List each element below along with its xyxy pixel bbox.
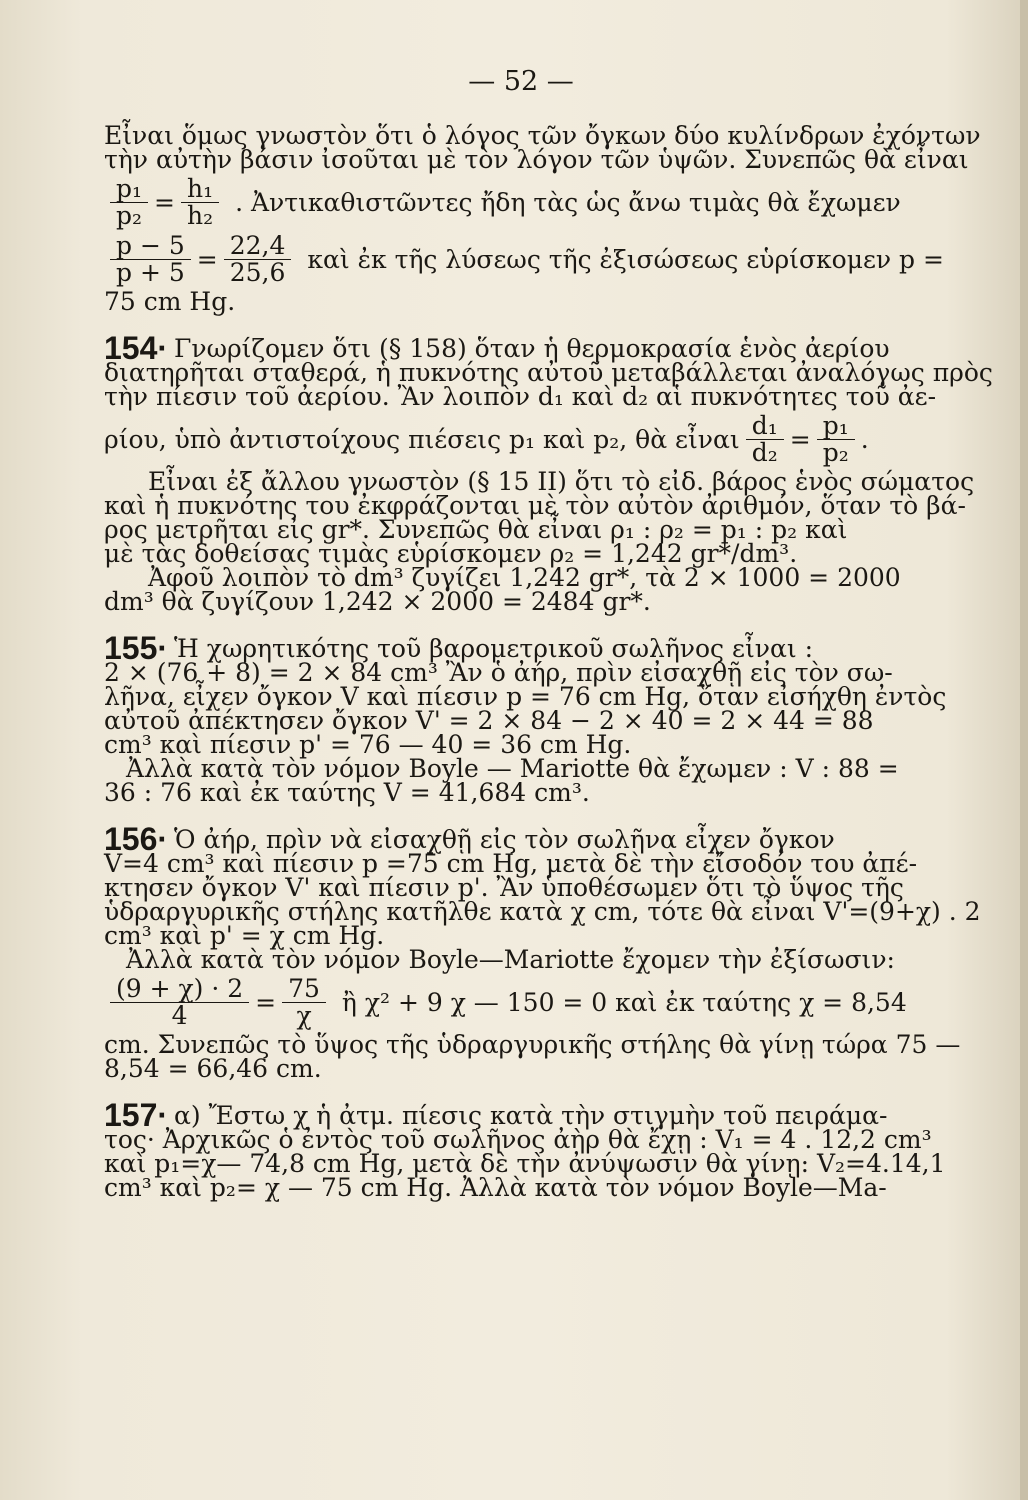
section-number: 157· [104, 1097, 169, 1133]
text-line: ὑδραργυρικῆς στήλης κατῆλθε κατὰ χ cm, τότε θὰ εἶναι V'=(9+χ) . 2 [104, 897, 981, 926]
equation-substitution [104, 231, 944, 287]
equation-density [104, 413, 938, 466]
text-line: V=4 cm³ καὶ πίεσιν p =75 cm Hg, μετὰ δὲ τὴν εἴσοδόν του ἀπέ- [104, 849, 918, 878]
section-154 [104, 330, 993, 616]
equals-sign: = [154, 187, 175, 217]
fraction-numerator: 75 [282, 976, 326, 1003]
text-span: α) Ἔστω χ ἡ ἀτμ. πίεσις κατὰ τὴν στιγμὴν τοῦ πειράμα- [174, 1101, 888, 1130]
text-line: 36 : 76 καὶ ἐκ ταύτης V = 41,684 cm³. [104, 778, 590, 807]
fraction [224, 233, 292, 286]
equation-pressure-height [104, 176, 938, 229]
text-line: Ἀφοῦ λοιπὸν τὸ dm³ ζυγίζει 1,242 gr*, τὰ 2 × 1000 = 2000 [148, 563, 901, 592]
fraction [817, 413, 855, 466]
fraction-denominator: p + 5 [116, 258, 185, 287]
text-line: 75 cm Hg. [104, 287, 236, 316]
fraction-numerator: p − 5 [110, 233, 191, 260]
text-line: αὐτοῦ ἀπέκτησεν ὄγκον V' = 2 × 84 − 2 × 40 = 2 × 44 = 88 [104, 706, 874, 735]
fraction-denominator: 25,6 [229, 258, 286, 287]
text-line: cm³ καὶ p' = χ cm Hg. [104, 921, 385, 950]
fraction [110, 176, 148, 229]
fraction-numerator: 22,4 [224, 233, 292, 260]
fraction-numerator: h₁ [181, 176, 219, 203]
text-line: cm³ καὶ πίεσιν p' = 76 — 40 = 36 cm Hg. [104, 730, 632, 759]
section-number: 154· [104, 330, 169, 366]
fraction [181, 176, 219, 229]
text-line: Εἶναι ἐξ ἄλλου γνωστὸν (§ 15 II) ὅτι τὸ εἰδ. βάρος ἑνὸς σώματος [148, 467, 975, 496]
text-line: λῆνα, εἶχεν ὄγκον V καὶ πίεσιν p = 76 cm Hg, ὅταν εἰσήχθη ἐντὸς [104, 682, 947, 711]
section-157 [104, 1097, 946, 1202]
equals-sign: = [196, 244, 218, 274]
equation-boyle [104, 976, 938, 1029]
text-line: μὲ τὰς δοθείσας τιμὰς εὑρίσκομεν ρ₂ = 1,242 gr*/dm³. [104, 539, 798, 568]
page-number: — 52 — [468, 66, 574, 97]
equals-sign: = [789, 424, 811, 454]
fraction-denominator: p₂ [116, 201, 143, 230]
fraction-numerator: (9 + χ) · 2 [110, 976, 249, 1003]
equation-text: . Ἀντικαθιστῶντες ἤδη τὰς ὡς ἄνω τιμὰς θὰ ἔχωμεν [235, 187, 901, 217]
text-line: καὶ p₁=χ— 74,8 cm Hg, μετὰ δὲ τὴν ἀνύψωσιν θὰ γίνῃ: V₂=4.14,1 [104, 1149, 946, 1178]
text-line: cm³ καὶ p₂= χ — 75 cm Hg. Ἀλλὰ κατὰ τὸν νόμον Boyle—Ma- [104, 1173, 887, 1202]
text-line: τὴν αὐτὴν βάσιν ἰσοῦται μὲ τὸν λόγον τῶν ὑψῶν. Συνεπῶς θὰ εἶναι [104, 145, 969, 174]
fraction [282, 976, 326, 1029]
fraction-denominator: d₂ [751, 438, 778, 467]
text-span: Ἡ χωρητικότης τοῦ βαρομετρικοῦ σωλῆνος εἶναι : [174, 634, 814, 663]
fraction-numerator: p₁ [110, 176, 148, 203]
text-line: dm³ θὰ ζυγίζουν 1,242 × 2000 = 2484 gr*. [104, 587, 651, 616]
section-155 [104, 630, 947, 807]
section-number: 155· [104, 630, 169, 666]
fraction-denominator: p₂ [822, 438, 849, 467]
equation-text: ἢ χ² + 9 χ — 150 = 0 καὶ ἐκ ταύτης χ = 8,54 [341, 987, 907, 1017]
text-line: διατηρῆται σταθερά, ἡ πυκνότης αὐτοῦ μεταβάλλεται ἀναλόγως πρὸς [104, 358, 993, 387]
text-line: Ἀλλὰ κατὰ τὸν νόμον Boyle — Mariotte θὰ ἔχωμεν : V : 88 = [126, 754, 899, 783]
text-span: Ὁ ἀήρ, πρὶν νὰ εἰσαχθῇ εἰς τὸν σωλῆνα εἶχεν ὄγκον [174, 825, 835, 854]
fraction-numerator: d₁ [746, 413, 784, 440]
section-156 [104, 821, 981, 1083]
intro-paragraph [104, 121, 981, 316]
equals-sign: = [255, 987, 277, 1017]
text-line: 8,54 = 66,46 cm. [104, 1054, 322, 1083]
section-number: 156· [104, 821, 169, 857]
period: . [860, 424, 869, 454]
text-line: 2 × (76 + 8) = 2 × 84 cm³ Ἂν ὁ ἀήρ, πρὶν εἰσαχθῇ εἰς τὸν σω- [104, 658, 893, 687]
text-line: Εἶναι ὅμως γνωστὸν ὅτι ὁ λόγος τῶν ὄγκων δύο κυλίνδρων ἐχόντων [104, 121, 981, 150]
fraction [110, 233, 191, 286]
page-edge [1020, 0, 1028, 1500]
text-line: τος· Ἀρχικῶς ὁ ἐντὸς τοῦ σωλῆνος ἀὴρ θὰ ἔχῃ : V₁ = 4 . 12,2 cm³ [104, 1125, 932, 1154]
text-line: τὴν πίεσιν τοῦ ἀερίου. Ἂν λοιπὸν d₁ καὶ d₂ αἱ πυκνότητες τοῦ ἀε- [104, 382, 937, 411]
fraction-denominator: h₂ [186, 201, 214, 230]
text-span: ρίου, ὑπὸ ἀντιστοίχους πιέσεις p₁ καὶ p₂, θὰ εἶναι [104, 424, 740, 454]
fraction-numerator: p₁ [817, 413, 855, 440]
text-line: cm. Συνεπῶς τὸ ὕψος τῆς ὑδραργυρικῆς στήλης θὰ γίνῃ τώρα 75 — [104, 1030, 961, 1059]
text-line: Ἀλλὰ κατὰ τὸν νόμον Boyle—Mariotte ἔχομεν τὴν ἐξίσωσιν: [126, 945, 895, 974]
fraction [110, 976, 249, 1029]
text-line: κτησεν ὄγκον V' καὶ πίεσιν p'. Ἂν ὑποθέσωμεν ὅτι τὸ ὕψος τῆς [104, 873, 904, 902]
fraction-denominator: 4 [171, 1001, 188, 1030]
text-line: καὶ ἡ πυκνότης του ἐκφράζονται μὲ τὸν αὐτὸν ἀριθμόν, ὅταν τὸ βά- [104, 491, 966, 520]
fraction-denominator: χ [296, 1001, 312, 1030]
text-line: ρος μετρῆται εἰς gr*. Συνεπῶς θὰ εἶναι ρ₁ : ρ₂ = p₁ : p₂ καὶ [104, 515, 848, 544]
text-span: Γνωρίζομεν ὅτι (§ 158) ὅταν ἡ θερμοκρασία ἑνὸς ἀερίου [174, 334, 890, 363]
equation-text: καὶ ἐκ τῆς λύσεως τῆς ἐξισώσεως εὑρίσκομεν p = [307, 244, 944, 274]
fraction [746, 413, 784, 466]
page-content [104, 66, 993, 1202]
